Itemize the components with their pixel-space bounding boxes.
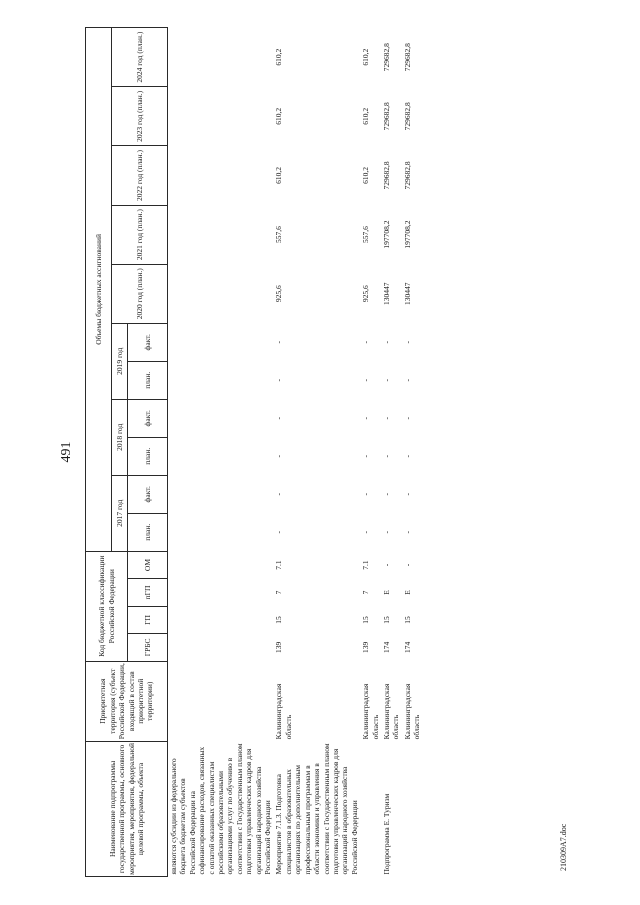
header-plan-2021: 2021 год (план.) xyxy=(112,205,168,264)
value-cell xyxy=(168,513,274,551)
value-cell: 610,2 xyxy=(361,48,371,66)
value-cell: - xyxy=(381,531,391,534)
value-cell: 197708,2 xyxy=(402,220,412,249)
header-gp: ГП xyxy=(128,606,168,633)
row-territory-cell: Калининградская область xyxy=(274,683,293,740)
om-cell: 7.1 xyxy=(361,560,371,570)
header-2019-fact: факт. xyxy=(128,323,168,361)
header-om: ОМ xyxy=(128,551,168,578)
value-cell: 130447 xyxy=(402,282,412,305)
value-cell xyxy=(168,475,274,513)
row-name-cell: являются субсидии из федерального бюджета бюджетам субъектов Российской Федерации на софинансирование расходов, связанных с оплатой оказанных специалистам российскими образовательными организациями услуг по обучению в соответствии с Государственным планом подготовки управленческих кадров для организаций народного хозяйства Российской Федерации xyxy=(169,743,273,875)
value-cell: 610,2 xyxy=(361,167,371,184)
header-year-2019: 2019 год xyxy=(112,323,128,399)
table-row xyxy=(381,28,402,877)
header-2019-plan: план. xyxy=(128,361,168,399)
pgp-cell: Е xyxy=(381,590,391,595)
value-cell: 729682,8 xyxy=(381,161,391,190)
row-territory-cell: Калининградская область xyxy=(402,683,422,740)
value-cell: - xyxy=(402,417,412,420)
value-cell: - xyxy=(361,455,371,458)
header-year-2018: 2018 год xyxy=(112,399,128,475)
row-name-cell: Мероприятие 7.1.3. Подготовка специалистов в образовательных организациях по дополнительным профессиональным программам в области экономики и управления в соответствии с Государственным планом подготовки управленческих кадров для организаций народного хозяйства Российской Федерации xyxy=(274,743,359,875)
gp-cell: 15 xyxy=(361,616,371,624)
value-cell: - xyxy=(274,531,284,534)
value-cell: - xyxy=(361,379,371,382)
value-cell: - xyxy=(402,493,412,496)
value-cell xyxy=(168,264,274,323)
value-cell xyxy=(168,28,274,87)
header-grbs: ГРБС xyxy=(128,634,168,661)
value-cell: - xyxy=(361,493,371,496)
value-cell: 610,2 xyxy=(361,107,371,125)
value-cell: 557,6 xyxy=(361,226,371,244)
value-cell: 729682,8 xyxy=(402,161,412,190)
gp-cell: 15 xyxy=(402,616,412,624)
grbs-cell: 139 xyxy=(361,641,371,654)
value-cell: 610,2 xyxy=(274,107,284,125)
header-2017-plan: план. xyxy=(128,513,168,551)
rotated-landscape-page xyxy=(55,27,575,877)
grbs-cell xyxy=(168,634,274,661)
value-cell: - xyxy=(274,455,284,458)
grbs-cell: 174 xyxy=(381,641,391,654)
value-cell: 925,6 xyxy=(361,285,371,303)
row-territory-cell: Калининградская область xyxy=(361,683,380,740)
header-plan-2024: 2024 год (план.) xyxy=(112,28,168,87)
value-cell: 729682,8 xyxy=(402,43,412,72)
value-cell: - xyxy=(381,493,391,496)
document-code: 210309А7.doc xyxy=(559,823,568,871)
header-volumes: Объемы бюджетных ассигнований xyxy=(86,28,112,552)
om-cell: - xyxy=(402,563,412,567)
value-cell: - xyxy=(274,493,284,496)
table-row xyxy=(360,28,381,877)
value-cell: 729682,8 xyxy=(402,102,412,131)
value-cell: 610,2 xyxy=(274,167,284,184)
value-cell: - xyxy=(402,531,412,534)
value-cell xyxy=(168,87,274,146)
header-year-2017: 2017 год xyxy=(112,475,128,551)
value-cell: - xyxy=(402,455,412,458)
value-cell: 130447 xyxy=(381,282,391,305)
value-cell xyxy=(168,437,274,475)
gp-cell: 15 xyxy=(381,616,391,624)
header-plan-2023: 2023 год (план.) xyxy=(112,87,168,146)
budget-table-wrapper xyxy=(85,27,423,877)
header-plan-2022: 2022 год (план.) xyxy=(112,146,168,205)
value-cell xyxy=(168,399,274,437)
pgp-cell xyxy=(168,579,274,606)
pgp-cell: 7 xyxy=(274,590,284,595)
om-cell: - xyxy=(381,563,391,567)
value-cell: 610,2 xyxy=(274,48,284,66)
value-cell xyxy=(168,205,274,264)
value-cell: - xyxy=(361,341,371,344)
value-cell: 925,6 xyxy=(274,285,284,303)
value-cell xyxy=(168,361,274,399)
gp-cell: 15 xyxy=(274,616,284,624)
table-header xyxy=(86,28,168,877)
table-body xyxy=(168,28,423,877)
value-cell: - xyxy=(274,341,284,344)
value-cell: - xyxy=(361,417,371,420)
header-name: Наименование подпрограммы государственной программы, основного мероприятия, мероприятия, федеральной целевой программы, объекта xyxy=(86,741,168,876)
value-cell: 729682,8 xyxy=(381,102,391,131)
value-cell: - xyxy=(402,341,412,344)
value-cell: - xyxy=(274,417,284,420)
table-row xyxy=(273,28,360,877)
header-budget-code: Код бюджетной классификации Российской Федерации xyxy=(86,551,128,661)
gp-cell xyxy=(168,606,274,633)
value-cell: - xyxy=(381,341,391,344)
value-cell: 557,6 xyxy=(274,226,284,244)
om-cell xyxy=(168,551,274,578)
value-cell xyxy=(168,146,274,205)
header-pgp: пГП xyxy=(128,579,168,606)
table-row xyxy=(402,28,423,877)
grbs-cell: 174 xyxy=(402,641,412,654)
value-cell: - xyxy=(381,455,391,458)
row-name-cell xyxy=(360,741,381,876)
row-name-cell xyxy=(402,741,423,876)
table-row xyxy=(168,28,274,877)
value-cell xyxy=(168,323,274,361)
header-2018-fact: факт. xyxy=(128,399,168,437)
budget-allocations-table xyxy=(85,27,423,877)
header-2017-fact: факт. xyxy=(128,475,168,513)
page-number: 491 xyxy=(59,441,74,463)
value-cell: - xyxy=(381,417,391,420)
row-name-cell: Подпрограмма Е. Туризм xyxy=(381,793,391,875)
row-territory-cell xyxy=(168,661,274,741)
value-cell: - xyxy=(274,379,284,382)
header-plan-2020: 2020 год (план.) xyxy=(112,264,168,323)
header-2018-plan: план. xyxy=(128,437,168,475)
row-territory-cell: Калининградская область xyxy=(381,683,401,740)
pgp-cell: Е xyxy=(402,590,412,595)
grbs-cell: 139 xyxy=(274,641,284,654)
value-cell: - xyxy=(381,379,391,382)
value-cell: - xyxy=(361,531,371,534)
value-cell: - xyxy=(402,379,412,382)
pgp-cell: 7 xyxy=(361,590,371,595)
value-cell: 729682,8 xyxy=(381,43,391,72)
om-cell: 7.1 xyxy=(274,560,284,570)
value-cell: 197708,2 xyxy=(381,220,391,249)
header-territory: Приоритетная территория (субъект Российской Федерации, входящий в состав приоритетной территории) xyxy=(86,661,168,741)
